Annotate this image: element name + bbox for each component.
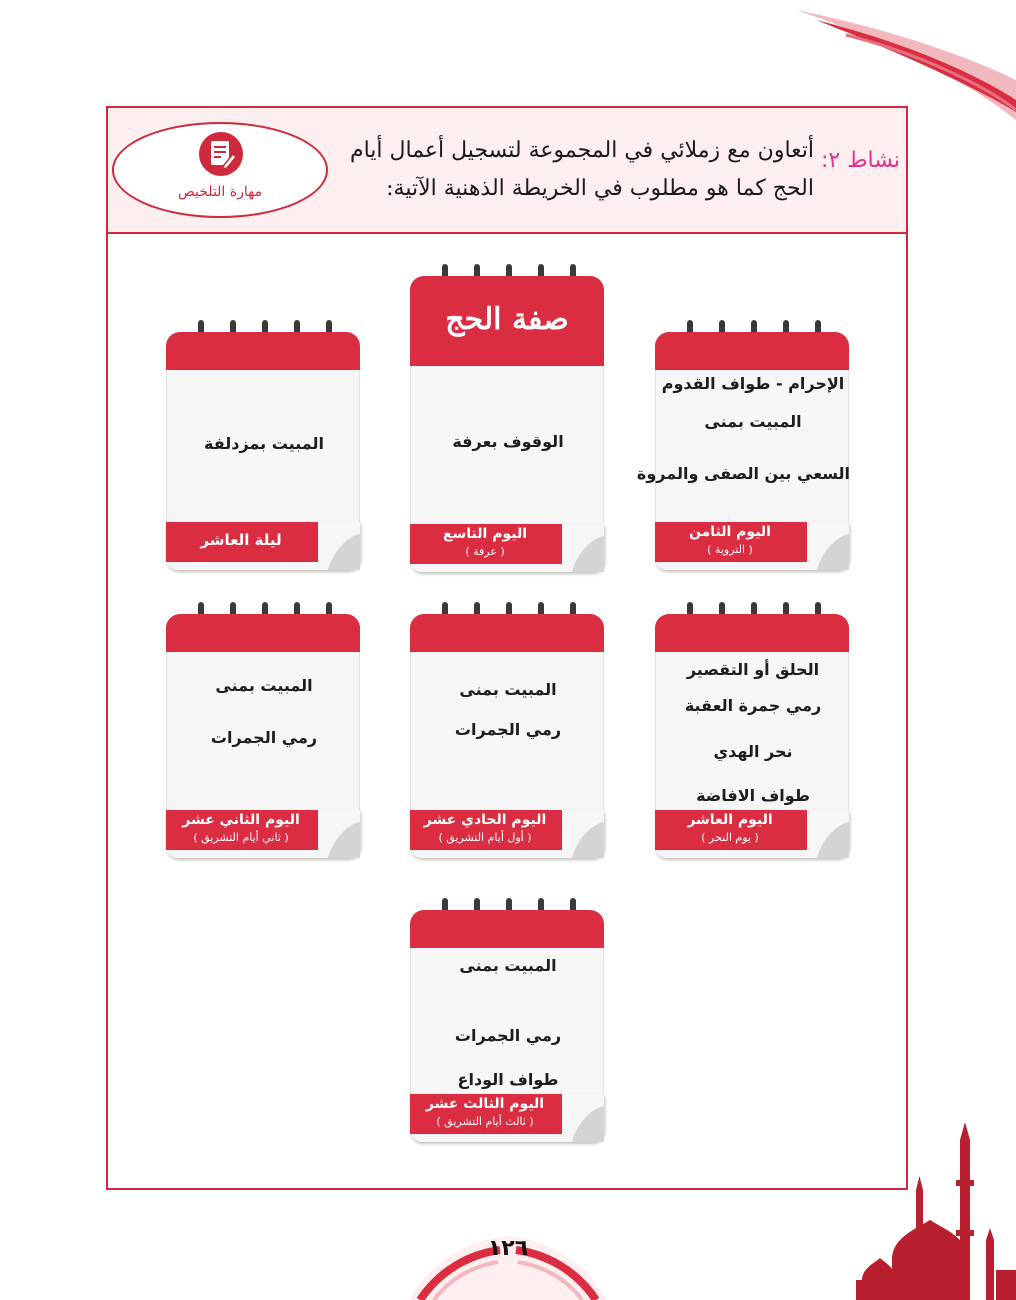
day-label: ليلة العاشر [200, 531, 282, 549]
card-item: المبيت بمنى [459, 956, 557, 975]
card-item: نحر الهدي [713, 742, 793, 761]
card-item: الإحرام - طواف القدوم [661, 374, 845, 393]
page-curl-icon [807, 810, 849, 858]
card-item: الوقوف بعرفة [452, 432, 564, 451]
day-note: ( أول أيام التشريق ) [438, 831, 532, 844]
decorative-swoosh [596, 0, 1016, 120]
card-item: السعي بين الصفى والمروة [636, 464, 850, 483]
card-item: رمي جمرة العقبة [684, 696, 822, 715]
skill-badge [112, 122, 328, 218]
card-night10 [166, 318, 360, 574]
skill-badge-label: مهارة التلخيص [177, 184, 263, 200]
day-note: ( عرفة ) [465, 545, 505, 558]
day-label: اليوم الثالث عشر [425, 1096, 545, 1112]
card-day12 [166, 600, 360, 862]
page-curl-icon [562, 524, 604, 572]
activity-instructions: أتعاون مع زملائي في المجموعة لتسجيل أعمال أيام الحج كما هو مطلوب في الخريطة الذهنية الآتية: [349, 138, 814, 201]
card-item: المبيت بمنى [215, 676, 313, 695]
card-item: المبيت بمنى [459, 680, 557, 699]
page-curl-icon [318, 810, 360, 858]
day-note: ( التروية ) [707, 543, 753, 556]
day-label: اليوم الحادي عشر [423, 812, 547, 828]
card-day8 [636, 318, 850, 574]
card-item: رمي الجمرات [454, 1026, 562, 1045]
page-curl-icon [807, 522, 849, 570]
mosque-silhouette-icon [856, 1120, 1016, 1300]
card-day11 [410, 600, 604, 862]
card-item: طواف الافاضة [696, 786, 810, 805]
card-item: المبيت بمزدلفة [204, 434, 324, 453]
activity-header [108, 108, 906, 234]
card-day10 [655, 600, 849, 862]
page-curl-icon [318, 522, 360, 570]
card-item: المبيت بمنى [704, 412, 802, 431]
day-note: ( ثالث أيام التشريق ) [436, 1115, 534, 1128]
summary-pen-icon [197, 130, 245, 178]
activity-number: نشاط ٢: [820, 148, 900, 173]
day-label: اليوم العاشر [687, 812, 773, 828]
card-item: رمي الجمرات [454, 720, 562, 739]
card-day13 [410, 896, 604, 1144]
card-item: الحلق أو التقصير [686, 660, 820, 679]
day-label: اليوم الثاني عشر [182, 812, 300, 828]
day-label: اليوم الثامن [689, 524, 771, 540]
card-item: رمي الجمرات [210, 728, 318, 747]
page-curl-icon [562, 1094, 604, 1142]
card-item: طواف الوداع [457, 1070, 559, 1089]
day-label: اليوم التاسع [442, 526, 528, 542]
page-number: ١٢٦ [487, 1236, 529, 1261]
day-note: ( يوم النحر ) [701, 831, 759, 844]
day-note: ( ثاني أيام التشريق ) [193, 831, 289, 844]
card-day9-center [410, 262, 604, 574]
page-curl-icon [562, 810, 604, 858]
mindmap-title: صفة الحج [445, 302, 569, 337]
